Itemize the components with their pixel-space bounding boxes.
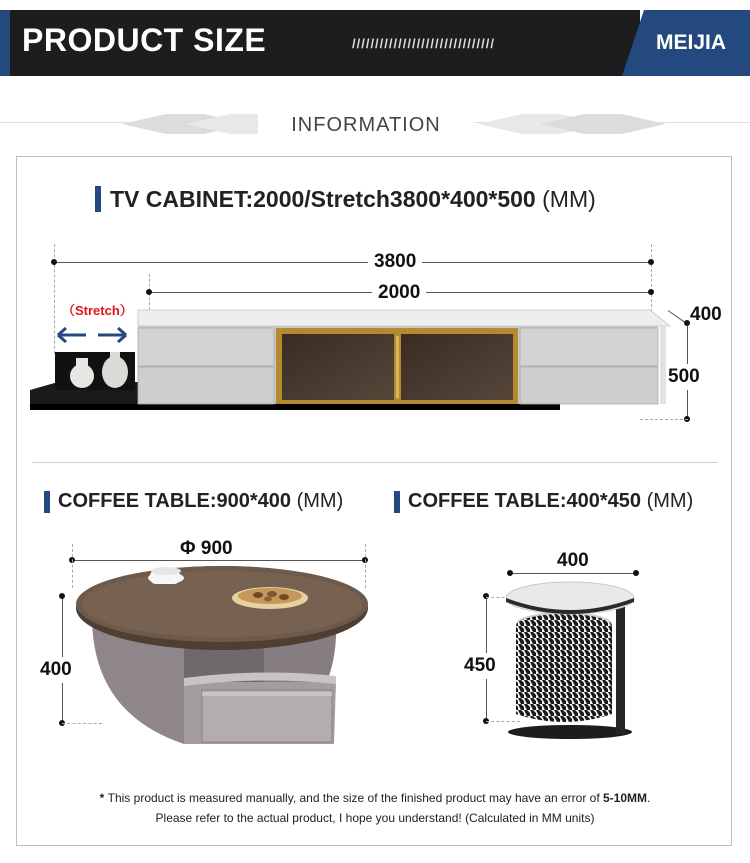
dim-endpoint bbox=[59, 593, 65, 599]
page-title: PRODUCT SIZE bbox=[22, 22, 267, 58]
round-coffee-table-illustration bbox=[74, 564, 374, 760]
coffee-table-round-unit: (MM) bbox=[296, 490, 344, 512]
coffee-table-small-heading-text: COFFEE TABLE:400*450 bbox=[408, 490, 642, 512]
dim-line-diameter bbox=[72, 560, 365, 561]
dim-line-3800 bbox=[54, 262, 652, 263]
dim-endpoint bbox=[483, 593, 489, 599]
dim-label-small-height: 450 bbox=[464, 653, 496, 679]
note-line-1 bbox=[40, 788, 710, 808]
dim-label-diameter: Φ 900 bbox=[180, 538, 233, 559]
dim-endpoint bbox=[507, 570, 513, 576]
header-accent-strip bbox=[0, 10, 10, 76]
section-title: INFORMATION bbox=[258, 114, 474, 137]
stretch-arrows-icon bbox=[56, 325, 128, 345]
dim-guide bbox=[640, 419, 688, 420]
dim-label-round-height: 400 bbox=[40, 657, 72, 683]
brand-name: MEIJIA bbox=[656, 31, 727, 54]
dim-label-400-depth: 400 bbox=[690, 304, 722, 325]
dim-endpoint bbox=[633, 570, 639, 576]
dim-line-small-width bbox=[510, 573, 636, 574]
heading-bar bbox=[44, 491, 50, 513]
note-line-1-end: . bbox=[647, 791, 651, 805]
dim-endpoint bbox=[146, 289, 152, 295]
heading-bar bbox=[394, 491, 400, 513]
tv-cabinet-unit: (MM) bbox=[542, 186, 596, 212]
dim-label-500: 500 bbox=[668, 364, 700, 390]
measurement-note bbox=[40, 788, 710, 828]
dim-label-3800: 3800 bbox=[368, 251, 422, 273]
small-side-table-illustration bbox=[506, 578, 640, 740]
dim-endpoint bbox=[51, 259, 57, 265]
dim-label-small-width: 400 bbox=[557, 550, 589, 571]
tv-cabinet-heading-text: TV CABINET:2000/Stretch3800*400*500 bbox=[110, 186, 536, 212]
dim-endpoint bbox=[648, 259, 654, 265]
coffee-table-round-heading-text: COFFEE TABLE:900*400 bbox=[58, 490, 292, 512]
dim-label-2000: 2000 bbox=[372, 282, 426, 304]
header-banner bbox=[0, 10, 750, 76]
coffee-table-round-heading bbox=[58, 490, 343, 513]
note-line-1-text: This product is measured manually, and the size of the finished product may have an error of bbox=[107, 791, 604, 805]
header-slash-pattern: /////////////////////////////// bbox=[352, 36, 495, 51]
dim-endpoint bbox=[648, 289, 654, 295]
note-error-range: 5-10MM bbox=[603, 791, 648, 805]
heading-bar bbox=[95, 186, 101, 212]
dim-guide bbox=[72, 544, 73, 588]
note-line-2: Please refer to the actual product, I hope you understand! (Calculated in MM units) bbox=[155, 811, 595, 825]
asterisk-icon: * bbox=[99, 791, 108, 805]
coffee-table-small-unit: (MM) bbox=[646, 490, 694, 512]
tv-cabinet-heading bbox=[110, 186, 596, 213]
section-divider bbox=[32, 462, 718, 463]
coffee-table-small-heading bbox=[408, 490, 693, 513]
stretch-label: （Stretch） bbox=[62, 303, 133, 318]
tv-cabinet-illustration bbox=[30, 300, 730, 430]
